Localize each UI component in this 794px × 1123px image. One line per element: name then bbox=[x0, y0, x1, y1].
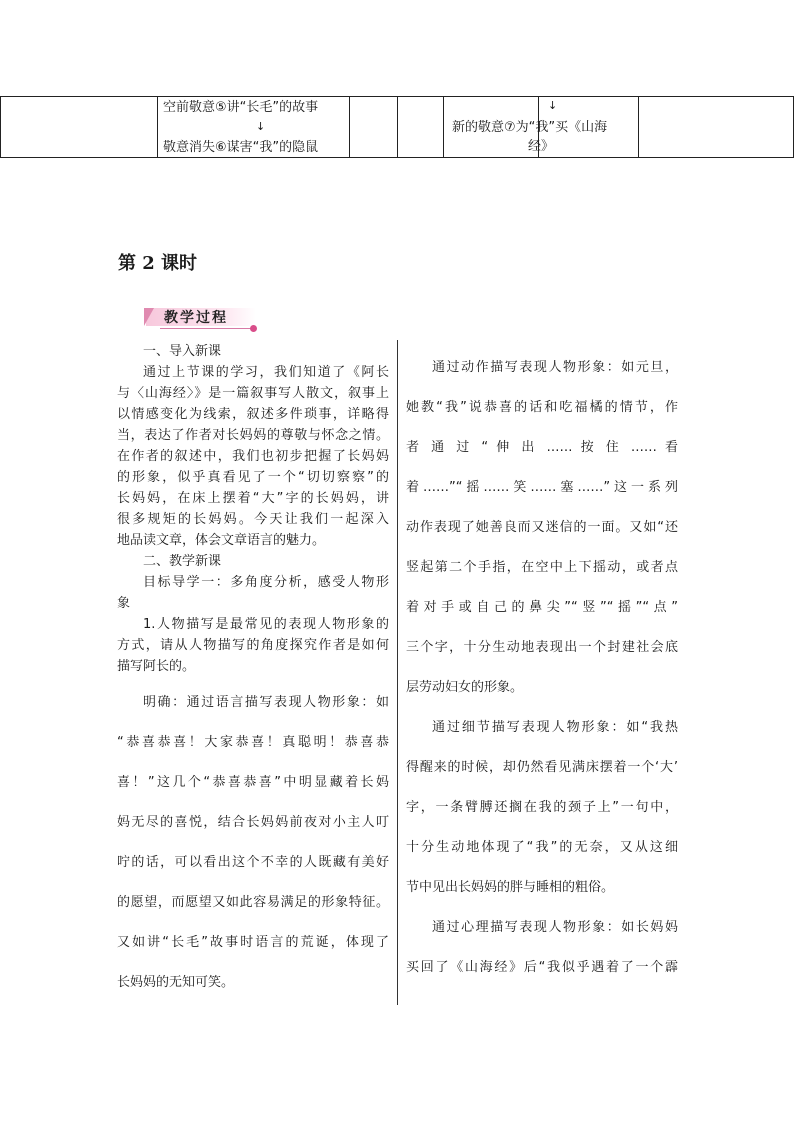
text-line: 她教“我”说恭喜的话和吃福橘的情节，作 bbox=[406, 400, 678, 415]
badge-underline bbox=[160, 328, 252, 329]
goal-line: 象 bbox=[117, 596, 131, 611]
column-divider bbox=[397, 340, 398, 1005]
intro-line: 当，表达了作者对长妈妈的尊敬与怀念之情。 bbox=[117, 428, 389, 443]
table-col-line bbox=[0, 96, 1, 158]
down-arrow-icon: ↓ bbox=[548, 99, 558, 112]
section-badge bbox=[140, 304, 258, 332]
right-column bbox=[406, 348, 678, 988]
text-line: 三个字，十分生动地表现出一个封建社会底 bbox=[406, 640, 678, 655]
table-col-line bbox=[638, 96, 639, 158]
intro-line: 的形象，似乎真看见了一个“切切察察”的 bbox=[117, 470, 389, 485]
text-line: 着对手或自己的鼻尖”“竖”“摇”“点” bbox=[406, 600, 678, 615]
answer-line: 喜！”这几个“恭喜恭喜”中明显藏着长妈 bbox=[117, 775, 389, 790]
badge-label: 教学过程 bbox=[164, 310, 228, 326]
question-line: 方式，请从人物描写的角度探究作者是如何 bbox=[117, 638, 389, 653]
text-line: 十分生动地体现了“我”的无奈，又从这细 bbox=[406, 840, 678, 855]
text-line: 层劳动妇女的形象。 bbox=[406, 680, 524, 695]
question-line: 描写阿长的。 bbox=[117, 659, 196, 674]
text-line: 竖起第二个手指，在空中上下摇动，或者点 bbox=[406, 560, 678, 575]
intro-line: 地品读文章，体会文章语言的魅力。 bbox=[117, 533, 326, 548]
text-line: 得醒来的时候，却仍然看见满床摆着一个‘大’ bbox=[406, 760, 678, 775]
question-line: 1.人物描写是最常见的表现人物形象的 bbox=[143, 617, 389, 632]
text-line: 动作表现了她善良而又迷信的一面。又如“还 bbox=[406, 520, 678, 535]
intro-line: 与〈山海经〉》是一篇叙事写人散文，叙事上 bbox=[117, 386, 389, 401]
text-line: 字，一条臂膊还搁在我的颈子上”一句中， bbox=[406, 800, 678, 815]
text-line: 节中见出长妈妈的胖与睡相的粗俗。 bbox=[406, 880, 615, 895]
goal-line: 目标导学一：多角度分析，感受人物形 bbox=[143, 575, 389, 590]
table-col-line bbox=[397, 96, 398, 158]
lesson-title: 第 2 课时 bbox=[118, 253, 198, 274]
table-cell-respect-cont: 经》 bbox=[528, 139, 555, 154]
table-cell-respect: 新的敬意⑦为“我”买《山海 bbox=[452, 120, 608, 135]
text-line: 着……”“摇……笑……塞……”这一系列 bbox=[406, 480, 678, 495]
text-line: 买回了《山海经》后“我似乎遇着了一个霹 bbox=[406, 960, 678, 975]
badge-corner-icon bbox=[144, 308, 154, 326]
heading-new-lesson: 二、教学新课 bbox=[143, 554, 222, 569]
answer-line: 又如讲“长毛”故事时语言的荒诞，体现了 bbox=[117, 935, 389, 950]
table-cell-rat: 敬意消失⑥谋害“我”的隐鼠 bbox=[163, 140, 319, 155]
table-cell-story: 空前敬意⑤讲“长毛”的故事 bbox=[163, 100, 319, 115]
answer-line: 的愿望，而愿望又如此容易满足的形象特征。 bbox=[117, 895, 389, 910]
text-line: 通过动作描写表现人物形象：如元旦， bbox=[432, 360, 678, 375]
badge-dot-icon bbox=[250, 325, 257, 332]
text-line: 通过心理描写表现人物形象：如长妈妈 bbox=[432, 920, 678, 935]
answer-line: “恭喜恭喜！大家恭喜！真聪明！恭喜恭 bbox=[117, 735, 389, 750]
heading-intro: 一、导入新课 bbox=[143, 344, 222, 359]
left-column bbox=[117, 341, 389, 677]
intro-line: 在作者的叙述中，我们也初步把握了长妈妈 bbox=[117, 449, 389, 464]
answer-line: 妈无尽的喜悦，结合长妈妈前夜对小主人叮 bbox=[117, 815, 389, 830]
answer-line: 长妈妈的无知可笑。 bbox=[117, 975, 235, 990]
intro-line: 很多规矩的长妈妈。今天让我们一起深入 bbox=[117, 512, 389, 527]
answer-block bbox=[117, 683, 389, 1003]
table-col-line bbox=[443, 96, 444, 158]
intro-line: 通过上节课的学习，我们知道了《阿长 bbox=[143, 365, 389, 380]
text-line: 者 通 过 “ 伸 出 …… 按 住 …… 看 bbox=[406, 440, 678, 455]
table-col-line bbox=[349, 96, 350, 158]
answer-line: 咛的话，可以看出这个不幸的人既藏有美好 bbox=[117, 855, 389, 870]
intro-line: 以情感变化为线索，叙述多件琐事，详略得 bbox=[117, 407, 389, 422]
down-arrow-icon: ↓ bbox=[256, 120, 266, 133]
table-col-line bbox=[157, 96, 158, 158]
answer-line: 明确：通过语言描写表现人物形象：如 bbox=[143, 695, 389, 710]
text-line: 通过细节描写表现人物形象：如“我热 bbox=[432, 720, 678, 735]
intro-line: 长妈妈，在床上摆着“大”字的长妈妈，讲 bbox=[117, 491, 389, 506]
